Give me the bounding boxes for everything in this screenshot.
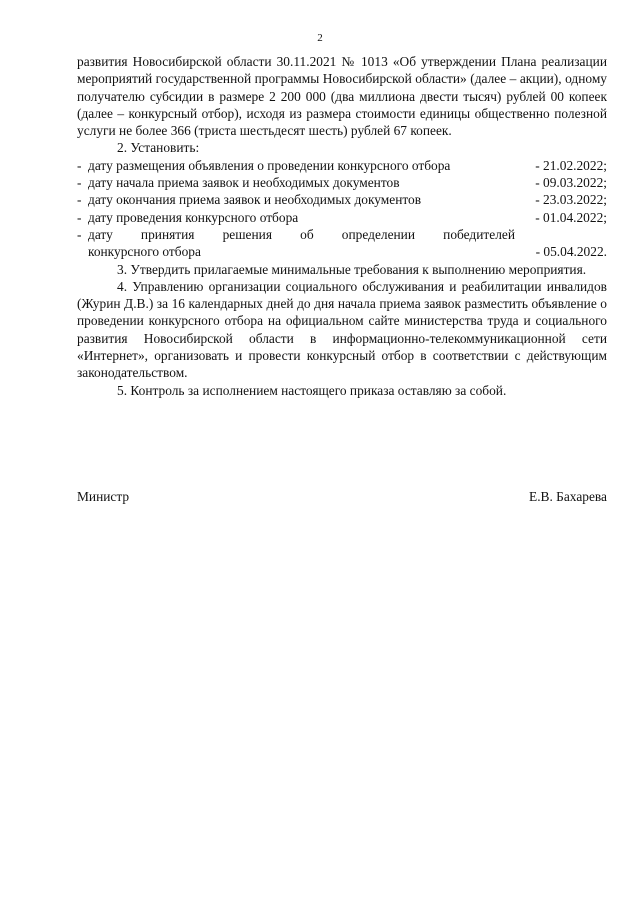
date-label-line-2: конкурсного отбора (88, 244, 201, 260)
date-label: дату размещения объявления о проведении конкурсного отбора (88, 157, 451, 173)
date-label (88, 226, 515, 261)
signature-title: Министр (77, 489, 130, 504)
date-label: дату окончания приема заявок и необходимых документов (88, 192, 422, 208)
date-row-start (77, 174, 607, 191)
date-value: - 05.04.2022. (535, 244, 607, 260)
date-value: - 09.03.2022; (535, 175, 607, 191)
date-row-selection (77, 209, 607, 226)
paragraph-intro: развития Новосибирской области 30.11.2021 № 1013 «Об утверждении Плана реализации мероприятий государственной программы Новосибирской области» (далее – акции), одному получателю субсидии в размере 2 200 000 (два миллиона двести тысяч) рублей 00 копеек (далее – конкурсный отбор), исходя из размера стоимости единицы общественно полезной услуги не более 366 (триста шестьдесят шесть) рублей 67 копеек. (77, 54, 607, 139)
date-value: - 01.04.2022; (535, 209, 607, 225)
date-row-announcement (77, 157, 607, 174)
list-dash: - (77, 157, 82, 173)
dates-list (77, 157, 607, 261)
signature-name: Е.В. Бахарева (529, 489, 607, 504)
date-value: - 23.03.2022; (535, 192, 607, 208)
list-dash: - (77, 226, 82, 242)
item-4: 4. Управлению организации социального обслуживания и реабилитации инвалидов (Журин Д.В.) за 16 календарных дней до дня начала приема заявок разместить объявление о проведении конкурсного отбора на официальном сайте министерства труда и социального развития Новосибирской области в информационно-телекоммуникационной сети «Интернет», организовать и провести конкурсный отбор в соответствии с действующим законодательством. (77, 278, 607, 381)
item-5: 5. Контроль за исполнением настоящего приказа оставляю за собой. (117, 382, 507, 398)
date-label: дату проведения конкурсного отбора (88, 209, 299, 225)
page-number: 2 (317, 32, 323, 44)
list-dash: - (77, 209, 82, 225)
date-label-line-1: дату принятия решения об определении победителей (88, 226, 515, 242)
list-dash: - (77, 192, 82, 208)
list-dash: - (77, 175, 82, 191)
item-3: 3. Утвердить прилагаемые минимальные требования к выполнению мероприятия. (117, 261, 587, 277)
document-body (77, 53, 607, 399)
date-value: - 21.02.2022; (535, 157, 607, 173)
date-label: дату начала приема заявок и необходимых документов (88, 175, 400, 191)
signature-block (77, 488, 607, 505)
date-row-decision (77, 226, 607, 261)
item-2-heading: 2. Установить: (117, 140, 200, 156)
date-row-end (77, 191, 607, 208)
